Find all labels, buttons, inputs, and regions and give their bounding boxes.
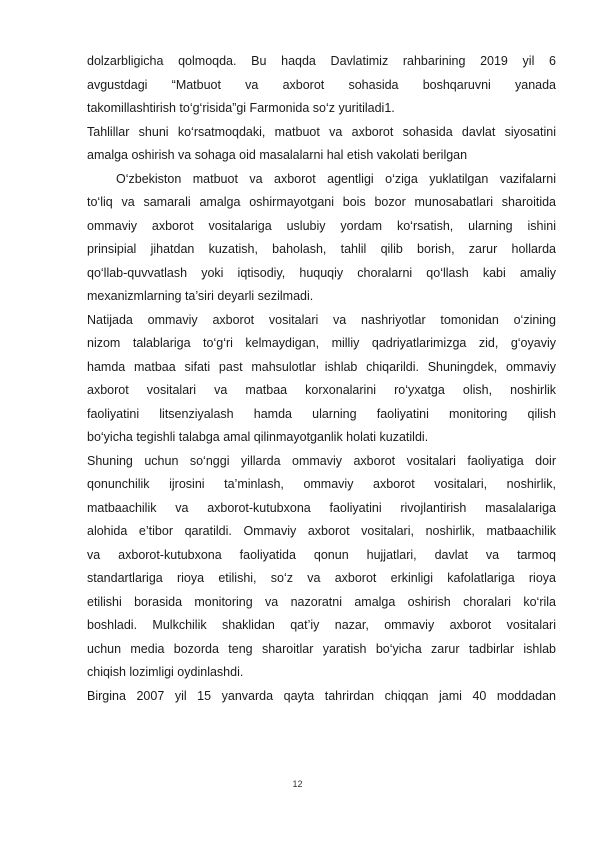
page-number: 12 — [292, 779, 303, 789]
text-line: hamda matbaa sifati past mahsulotlar ishlab chiqarildi. Shuningdek, ommaviy — [87, 359, 556, 374]
text-line: avgustdagi “Matbuot va axborot sohasida boshqaruvni yanada — [87, 77, 556, 92]
text-line: dolzarbligicha qolmoqda. Bu haqda Davlatimiz rahbarining 2019 yil 6 — [87, 54, 556, 68]
text-line: etilishi borasida monitoring va nazoratni amalga oshirish choralari ko‘rila — [87, 594, 556, 609]
text-line: amalga oshirish va sohaga oid masalalarni hal etish vakolati berilgan — [87, 148, 468, 162]
text-line: O‘zbekiston matbuot va axborot agentligi o‘ziga yuklatilgan vazifalarni — [116, 171, 556, 186]
text-line: axborot vositalari va matbaa korxonalarini ro‘yxatga olish, noshirlik — [87, 383, 556, 397]
text-line: Natijada ommaviy axborot vositalari va nashriyotlar tomonidan o‘zining — [87, 312, 556, 327]
text-line: prinsipial jihatdan kuzatish, baholash, tahlil qilib borish, zarur hollarda — [87, 242, 556, 256]
text-line: takomillashtirish to‘g‘risida”gi Farmonida so‘z yuritiladi1. — [87, 101, 395, 115]
text-line: to‘liq va samarali amalga oshirmayotgani bois bozor munosabatlari sharoitida — [87, 195, 556, 209]
text-line: boshladi. Mulkchilik shaklidan qat’iy nazar, ommaviy axborot vositalari — [87, 618, 556, 632]
text-line: Birgina 2007 yil 15 yanvarda qayta tahrirdan chiqqan jami 40 moddadan — [87, 688, 556, 703]
text-line: Shuning uchun so‘nggi yillarda ommaviy axborot vositalari faoliyatiga doir — [87, 453, 556, 468]
text-line: ommaviy axborot vositalariga uslubiy yordam ko‘rsatish, ularning ishini — [87, 218, 556, 233]
text-line: qonunchilik ijrosini ta’minlash, ommaviy axborot vositalari, noshirlik, — [87, 477, 556, 491]
text-line: faoliyatini litsenziyalash hamda ularning faoliyatini monitoring qilish — [87, 406, 556, 421]
text-line: matbaachilik va axborot-kutubxona faoliyatini rivojlantirish masalalariga — [87, 500, 556, 515]
text-line: nizom talablariga to‘g‘ri kelmaydigan, milliy qadriyatlarimizga zid, g‘oyaviy — [87, 336, 556, 350]
text-line: qo‘llab-quvvatlash yoki iqtisodiy, huquqiy choralarni qo‘llash kabi amaliy — [87, 265, 556, 280]
text-line: chiqish lozimligi oydinlashdi. — [87, 665, 244, 679]
text-line: Tahlillar shuni ko‘rsatmoqdaki, matbuot va axborot sohasida davlat siyosatini — [87, 124, 556, 139]
text-line: va axborot-kutubxona faoliyatida qonun hujjatlari, davlat va tarmoq — [87, 547, 556, 562]
text-line: bo‘yicha tegishli talabga amal qilinmayotganlik holati kuzatildi. — [87, 430, 429, 444]
text-line: mexanizmlarning ta’siri deyarli sezilmadi. — [87, 289, 314, 303]
text-line: alohida e’tibor qaratildi. Ommaviy axborot vositalari, noshirlik, matbaachilik — [87, 524, 556, 538]
body-text — [87, 50, 556, 708]
text-line: uchun media bozorda teng sharoitlar yaratish bo‘yicha zarur tadbirlar ishlab — [87, 641, 556, 656]
text-line: standartlariga rioya etilishi, so‘z va axborot erkinligi kafolatlariga rioya — [87, 571, 556, 585]
